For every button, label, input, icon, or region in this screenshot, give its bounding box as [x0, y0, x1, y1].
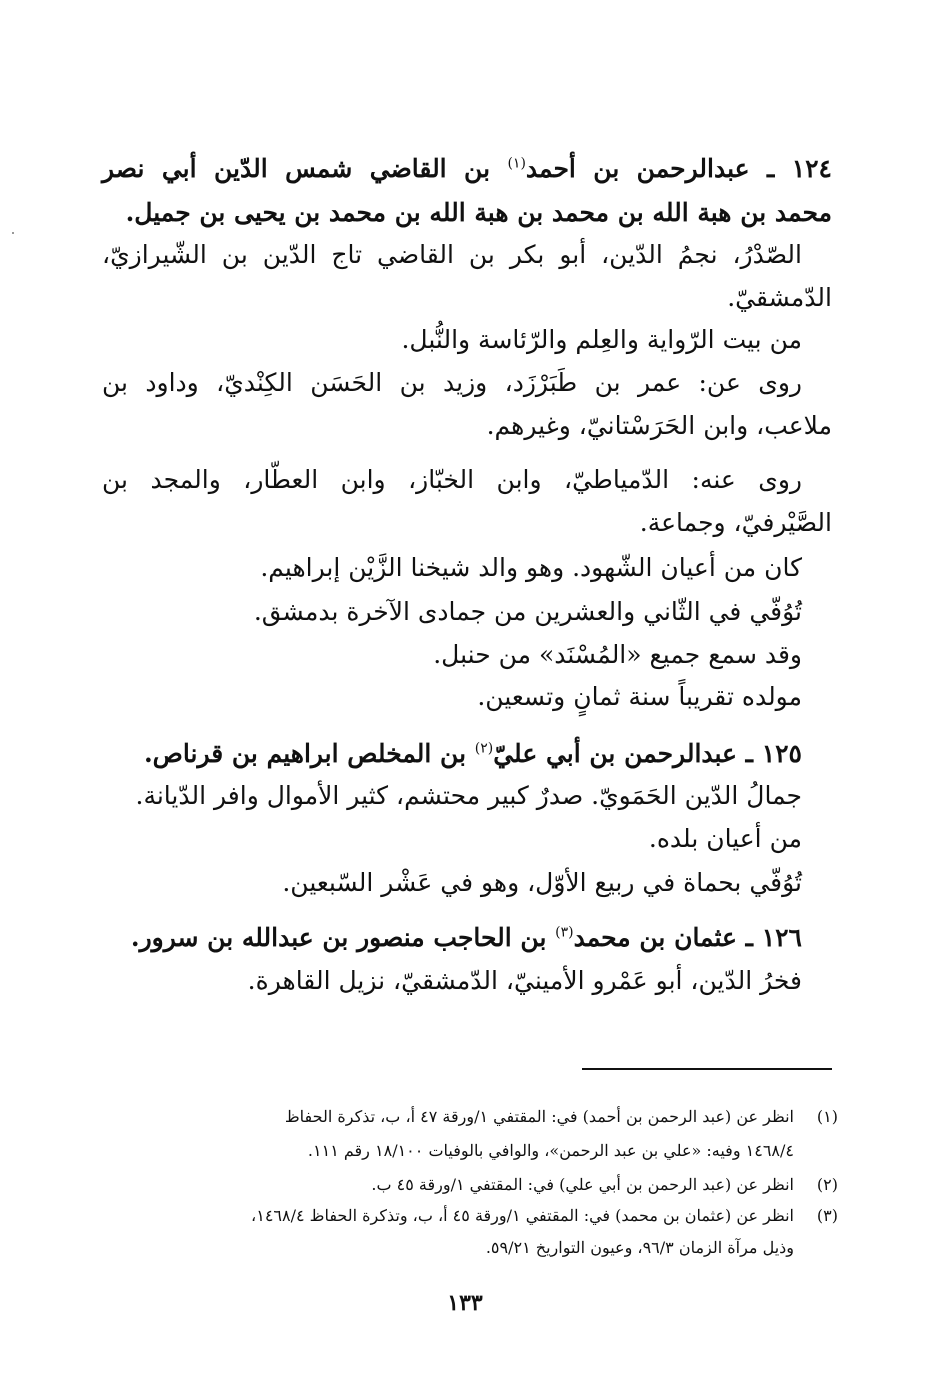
footnote-1-line2: ١٤٦٨/٤ وفيه: «علي بن عبد الرحمن»، والوافي بالوفيات ١٨/١٠٠ رقم ١١١. — [307, 1141, 794, 1160]
page-number: ١٣٣ — [447, 1290, 483, 1316]
entry-124-line8: روى عنه: الدّمياطيّ، وابن الخبّاز، وابن العطّار، والمجد بن — [102, 465, 802, 494]
footnote-divider — [582, 1068, 832, 1070]
entry-125-line3: من أعيان بلده. — [648, 824, 802, 853]
entry-125-heading-name: ١٢٥ ـ عبدالرحمن بن أبي عليّ — [493, 739, 802, 768]
entry-124-line13: مولده تقريباً سنة ثمانٍ وتسعين. — [477, 682, 802, 711]
footnote-3-line2: وذيل مرآة الزمان ٩٦/٣، وعيون التواريخ ٥٩/٢١. — [485, 1238, 794, 1257]
footnote-1-text: انظر عن (عبد الرحمن بن أحمد) في: المقتفي ١/ورقة ٤٧ أ، ب، تذكرة الحفاظ — [284, 1107, 794, 1126]
footnote-2-number: (٢) — [816, 1175, 838, 1194]
entry-124-heading-line2: محمد بن هبة الله بن محمد بن هبة الله بن محمد بن يحيى بن جميل. — [125, 198, 832, 227]
entry-124-heading-rest: بن القاضي شمس الدّين أبي نصر — [102, 154, 508, 183]
footnote-2 — [371, 1172, 838, 1198]
entry-124-line9: الصَّيْرفيّ، وجماعة. — [639, 508, 832, 537]
entry-124-heading-line1 — [102, 152, 832, 186]
footnote-ref-2[interactable]: (٢) — [474, 740, 494, 757]
entry-126-heading — [131, 921, 802, 955]
entry-125-heading — [144, 737, 802, 771]
footnote-3-text: انظر عن (عثمان بن محمد) في: المقتفي ١/ورقة ٤٥ أ، ب، وتذكرة الحفاظ ١٤٦٨/٤، — [251, 1206, 794, 1225]
entry-125-line2: جمالُ الدّين الحَمَويّ. صدرٌ كبير محتشم، كثير الأموال وافر الدّيانة. — [135, 781, 802, 810]
footnote-1-number: (١) — [816, 1107, 838, 1126]
entry-125-heading-rest: بن المخلص ابراهيم بن قرناص. — [143, 739, 475, 768]
footnote-3-number: (٣) — [816, 1206, 838, 1225]
footnote-ref-1[interactable]: (١) — [507, 155, 526, 172]
footnote-1 — [285, 1104, 838, 1130]
entry-124-line6: روى عن: عمر بن طَبَرْزَد، وزيد بن الحَسَن الكِنْديّ، وداود بن — [102, 368, 802, 397]
entry-124-line7: ملاعب، وابن الحَرَسْتانيّ، وغيرهم. — [486, 411, 832, 440]
entry-126-heading-rest: بن الحاجب منصور بن عبدالله بن سرور. — [130, 923, 556, 952]
entry-124-line10: كان من أعيان الشّهود. وهو والد شيخنا الزَّيْن إبراهيم. — [260, 553, 802, 582]
entry-124-line4: الدّمشقيّ. — [727, 283, 832, 312]
scan-speck — [12, 232, 14, 234]
entry-126-heading-name: ١٢٦ ـ عثمان بن محمد — [573, 923, 802, 952]
entry-125-line4: تُوُفّي بحماة في ربيع الأوّل، وهو في عَشْر السّبعين. — [282, 868, 802, 897]
entry-124-line3: الصّدْرُ، نجمُ الدّين، أبو بكر بن القاضي تاج الدّين بن الشّيرازيّ، — [102, 240, 802, 269]
entry-124-line12: وقد سمع جميع «المُسْنَد» من حنبل. — [433, 640, 802, 669]
footnote-3 — [251, 1203, 838, 1229]
entry-124-heading-name: ١٢٤ ـ عبدالرحمن بن أحمد — [525, 154, 832, 183]
entry-124-line11: تُوُفّي في الثّاني والعشرين من جمادى الآخرة بدمشق. — [253, 597, 802, 626]
entry-126-line2: فخرُ الدّين، أبو عَمْرو الأمينيّ، الدّمشقيّ، نزيل القاهرة. — [247, 966, 802, 995]
entry-124-line5: من بيت الرّواية والعِلم والرّئاسة والنُّبل. — [401, 325, 802, 354]
footnote-2-text: انظر عن (عبد الرحمن بن أبي علي) في: المقتفي ١/ورقة ٤٥ ب. — [371, 1175, 794, 1194]
footnote-ref-3[interactable]: (٣) — [555, 924, 574, 941]
